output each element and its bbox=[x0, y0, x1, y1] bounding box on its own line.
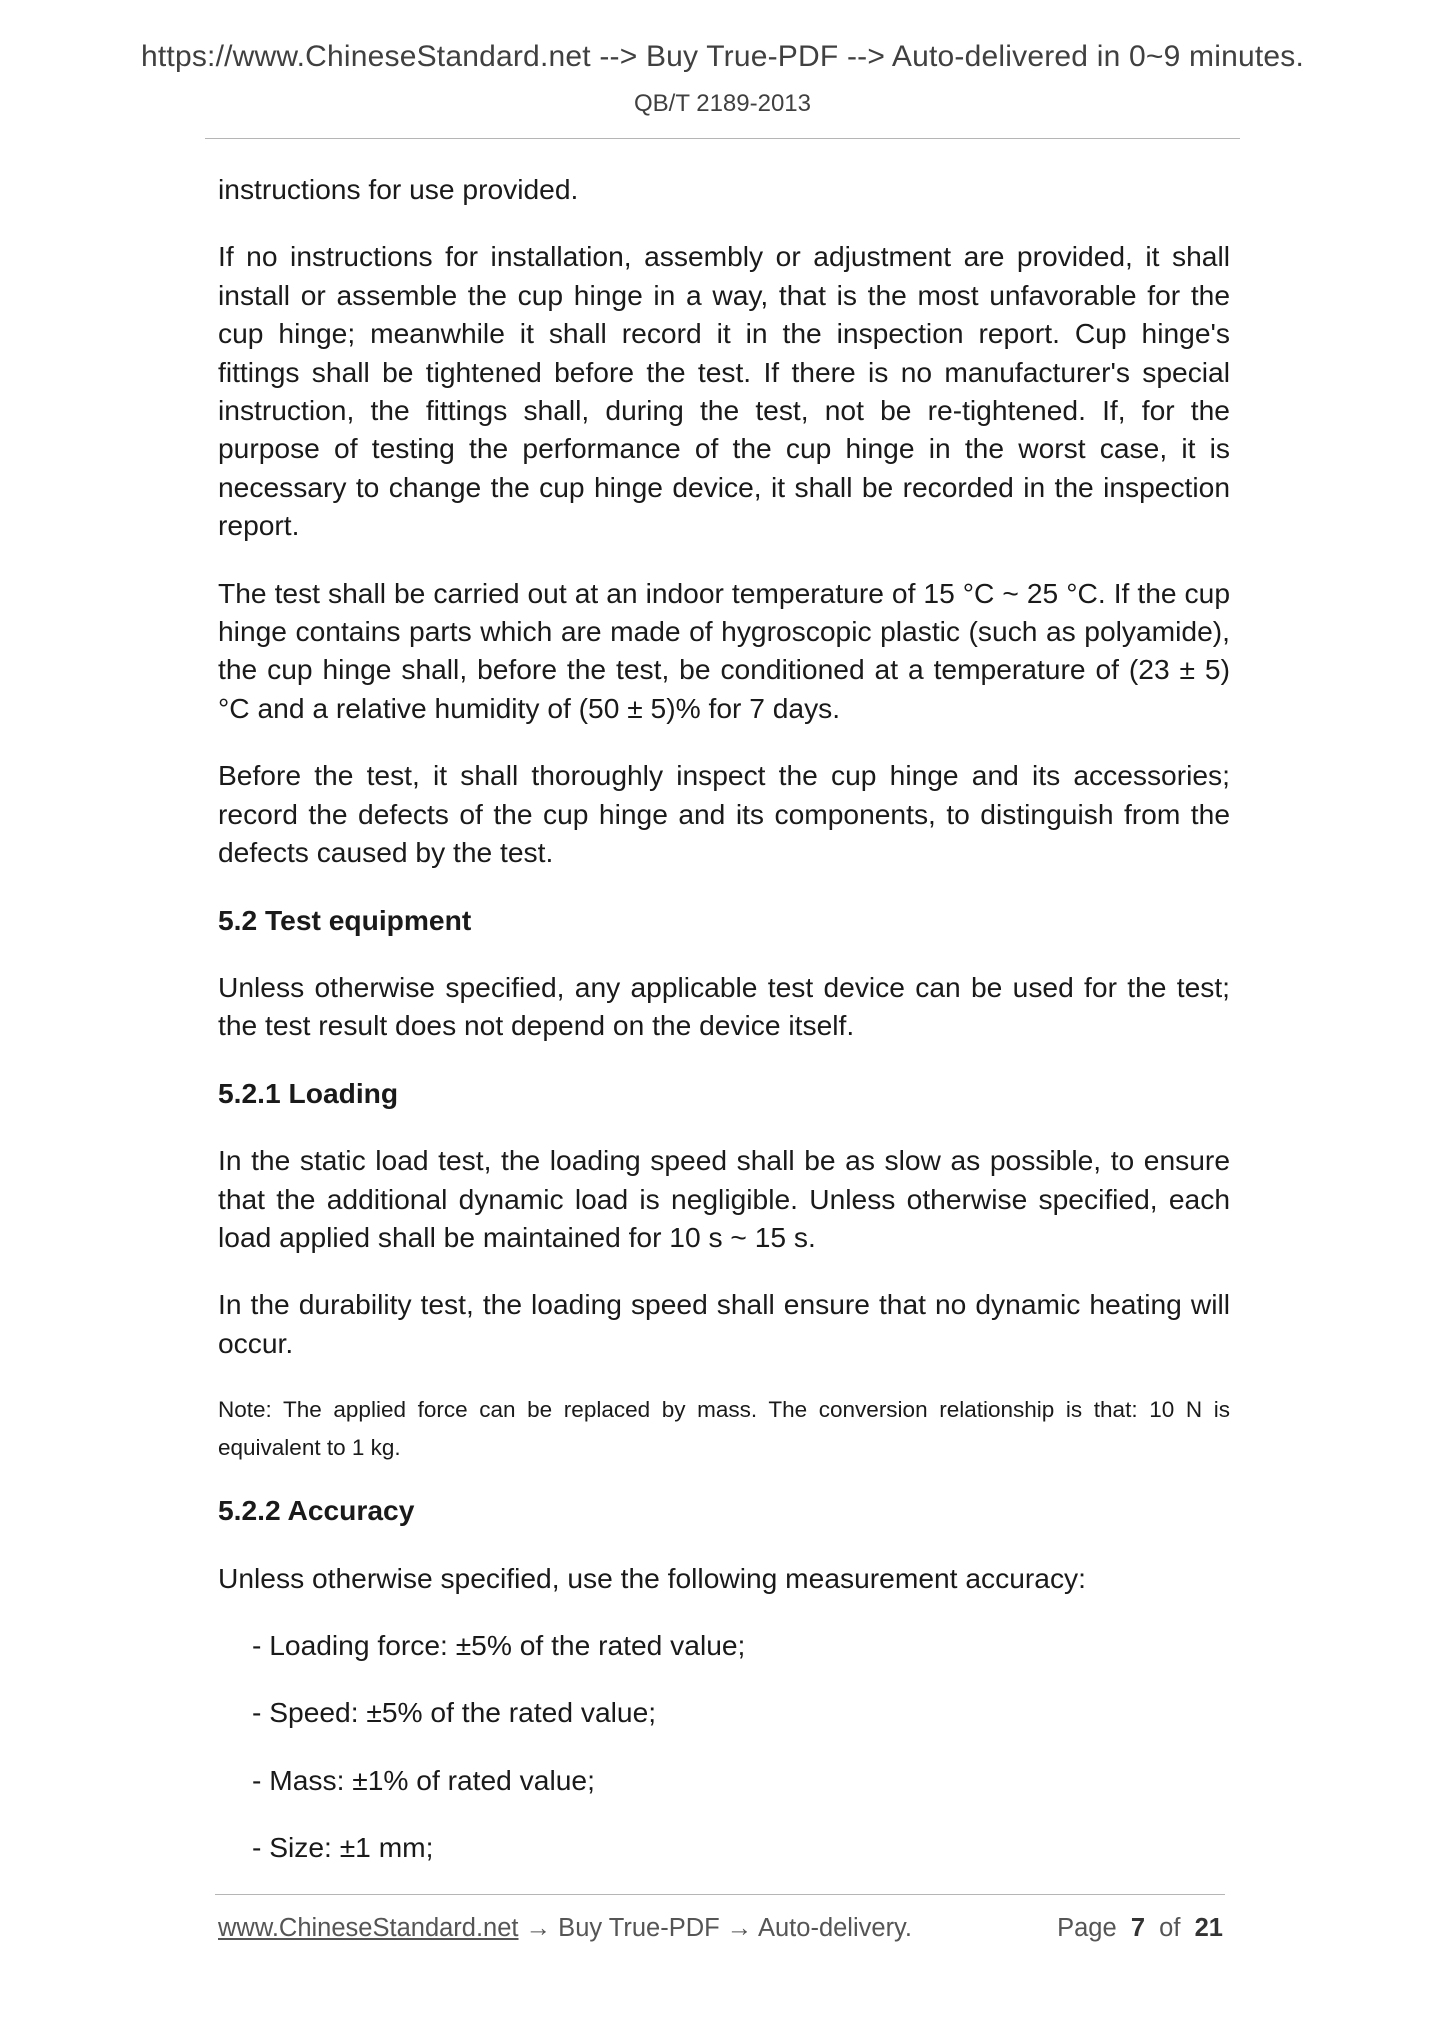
page-of: of bbox=[1159, 1914, 1181, 1942]
footer-tagline: → Buy True-PDF → Auto-delivery. bbox=[518, 1914, 912, 1942]
page-number bbox=[1057, 1914, 1223, 1943]
accuracy-list bbox=[218, 1626, 1230, 1867]
header-divider bbox=[205, 138, 1240, 139]
list-item: - Speed: ±5% of the rated value; bbox=[252, 1696, 657, 1729]
document-code: QB/T 2189-2013 bbox=[633, 90, 811, 117]
page-current: 7 bbox=[1130, 1914, 1145, 1942]
paragraph-installation: If no instructions for installation, assembly or adjustment are provided, it shall install or assemble the cup hinge in a way, that is the most unfavorable for the cup hinge; meanwhile it shall record it in the inspection report. Cup hinge's fittings shall be tightened before the test. If there is no manufacturer's special instruction, the fittings shall, during the test, not be re-tightened. If, for the purpose of testing the performance of the cup hinge in the worst case, it is necessary to change the cup hinge device, it shall be recorded in the inspection report. bbox=[218, 240, 1230, 542]
list-item: - Mass: ±1% of rated value; bbox=[252, 1763, 595, 1796]
page-footer bbox=[218, 1914, 1223, 1943]
paragraph-temperature: The test shall be carried out at an indoor temperature of 15 °C ~ 25 °C. If the cup hinge contains parts which are made of hygroscopic plastic (such as polyamide), the cup hinge shall, before the test, be conditioned at a temperature of (23 ± 5) °C and a relative humidity of (50 ± 5)% for 7 days. bbox=[218, 576, 1230, 724]
paragraph-equipment: Unless otherwise specified, any applicable test device can be used for the test; the test result does not depend on the device itself. bbox=[218, 970, 1230, 1042]
page-content bbox=[218, 170, 1230, 1896]
paragraph-durability: In the durability test, the loading speed shall ensure that no dynamic heating will occur. bbox=[218, 1288, 1230, 1359]
page-total: 21 bbox=[1194, 1914, 1223, 1942]
page-label: Page bbox=[1057, 1914, 1117, 1942]
list-item: - Size: ±1 mm; bbox=[252, 1831, 434, 1864]
paragraph-static-load: In the static load test, the loading speed shall be as slow as possible, to ensure that the additional dynamic load is negligible. Unless otherwise specified, each load applied shall be maintained for 10 s ~ 15 s. bbox=[218, 1144, 1230, 1253]
list-item: - Loading force: ±5% of the rated value; bbox=[252, 1628, 746, 1661]
footer-divider bbox=[215, 1894, 1225, 1895]
heading-accuracy: 5.2.2 Accuracy bbox=[218, 1494, 415, 1527]
footer-site-link[interactable]: www.ChineseStandard.net bbox=[218, 1914, 519, 1942]
note-force-mass: Note: The applied force can be replaced by mass. The conversion relationship is that: 10 N is equivalent to 1 kg. bbox=[218, 1397, 1230, 1461]
header-banner: https://www.ChineseStandard.net --> Buy True-PDF --> Auto-delivered in 0~9 minutes. bbox=[141, 40, 1304, 73]
paragraph-intro: instructions for use provided. bbox=[218, 173, 579, 205]
heading-loading: 5.2.1 Loading bbox=[218, 1076, 399, 1109]
paragraph-accuracy: Unless otherwise specified, use the following measurement accuracy: bbox=[218, 1561, 1086, 1594]
heading-test-equipment: 5.2 Test equipment bbox=[218, 903, 472, 936]
paragraph-inspection: Before the test, it shall thoroughly inspect the cup hinge and its accessories; record the defects of the cup hinge and its components, to distinguish from the defects caused by the test. bbox=[218, 759, 1230, 869]
